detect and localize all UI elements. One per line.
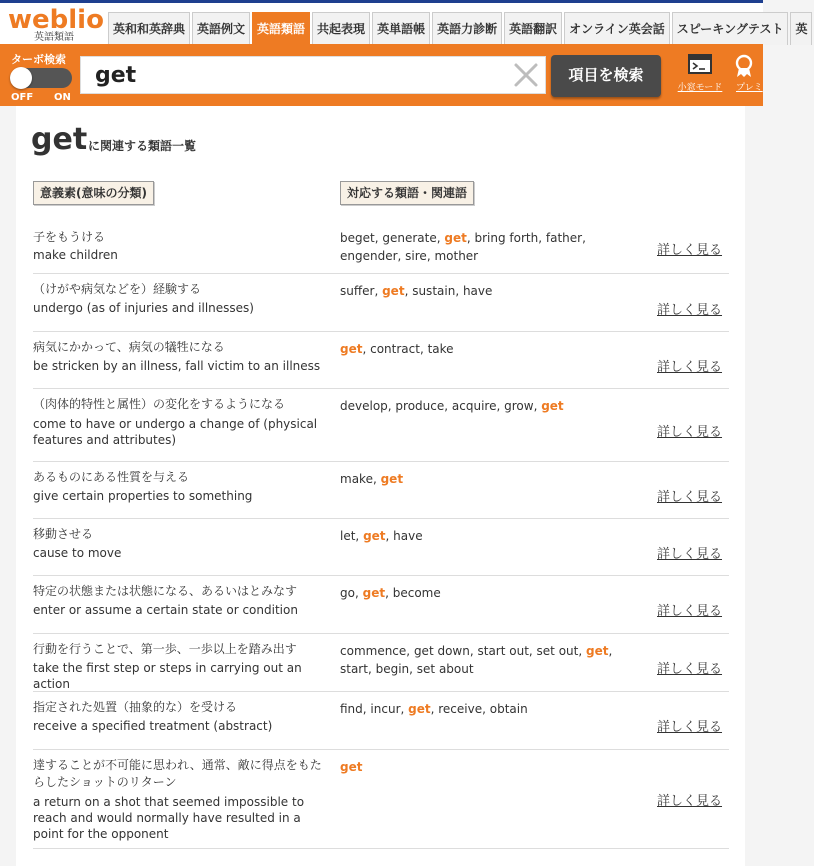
synonym-word[interactable]: obtain [489,702,528,716]
meaning-japanese: 行動を行うことで、第一歩、一歩以上を踏み出す [33,642,297,656]
synonym-word[interactable]: get [382,284,405,298]
see-details-link[interactable]: 詳しく見る [657,360,723,375]
synonym-list: go, get, become [340,586,441,600]
synonym-word[interactable]: begin [375,662,410,676]
see-details-link[interactable]: 詳しく見る [657,243,723,258]
see-details-link[interactable]: 詳しく見る [657,490,723,505]
meaning-japanese: 移動させる [33,527,94,541]
meaning-english: take the first step or steps in carrying out an action [33,661,302,691]
toggle-knob [10,67,32,89]
synonym-row [33,223,729,274]
small-window-label: 小窓モード [677,83,723,93]
tab-6[interactable]: 英語翻訳 [504,12,562,45]
meaning-japanese: 子をもうける [33,230,106,244]
synonym-word[interactable]: commence [340,644,407,658]
meaning-english: receive a specified treatment (abstract) [33,719,273,733]
see-details-link[interactable]: 詳しく見る [657,425,723,440]
see-details-link[interactable]: 詳しく見る [657,794,723,809]
synonym-word[interactable]: get [362,586,386,600]
site-header [0,3,808,44]
synonym-list: suffer, get, sustain, have [340,284,493,298]
synonym-word[interactable]: get [408,702,431,716]
meaning-japanese: 病気にかかって、病気の犠牲になる [33,340,225,354]
synonym-word[interactable]: beget [340,231,375,245]
synonym-word[interactable]: get [380,472,404,486]
see-details-link[interactable]: 詳しく見る [657,604,723,619]
meaning-english: come to have or undergo a change of (physical features and attributes) [33,417,318,447]
meaning-english: be stricken by an illness, fall victim to an illness [33,359,321,373]
synonym-word[interactable]: get [340,342,363,356]
toggle-on-label: ON [54,92,71,103]
meaning-english: a return on a shot that seemed impossible to reach and would normally have resulted in a point for the opponent [33,795,305,841]
column-header-meaning: 意義素(意味の分類) [33,181,154,205]
synonym-row [33,462,729,519]
synonym-word[interactable]: make [340,472,373,486]
logo-subtitle: 英語類語 [34,32,74,43]
meaning-english: cause to move [33,546,122,560]
synonym-word[interactable]: father [545,231,583,245]
synonym-word[interactable]: take [427,342,454,356]
turbo-search-label: ターボ検索 [11,53,66,66]
see-details-link[interactable]: 詳しく見る [657,720,723,735]
turbo-search-toggle[interactable] [10,68,72,88]
see-details-link[interactable]: 詳しく見る [657,662,723,677]
synonym-word[interactable]: get down [413,644,470,658]
synonym-row [33,332,729,389]
synonym-list: commence, get down, start out, set out, get, start, begin, set about [340,644,613,676]
synonym-word[interactable]: grow [504,399,534,413]
page-title-suffix: に関連する類語一覧 [88,139,197,153]
synonym-word[interactable]: receive [438,702,483,716]
premium-link[interactable] [732,54,772,94]
meaning-japanese: あるものにある性質を与える [33,470,190,484]
synonym-word[interactable]: get [541,399,564,413]
see-details-link[interactable]: 詳しく見る [657,303,723,318]
synonym-list: find, incur, get, receive, obtain [340,702,528,716]
synonym-word[interactable]: let [340,529,356,543]
synonym-word[interactable]: become [392,586,441,600]
synonym-word[interactable]: get [363,529,386,543]
synonym-row [33,519,729,576]
synonym-word[interactable]: mother [434,249,479,263]
meaning-japanese: （肉体的特性と属性）の変化をするようになる [33,397,286,411]
meaning-japanese: （けがや病気などを）経験する [33,282,202,296]
synonym-row [33,274,729,332]
synonym-word[interactable]: sire [405,249,427,263]
search-button[interactable]: 項目を検索 [551,55,661,97]
meaning-japanese: 達することが不可能に思われ、通常、敵に得点をもたらしたショットのリターン [33,758,322,789]
premium-badge-icon [732,54,756,78]
synonym-row [33,576,729,634]
synonym-word[interactable]: incur [370,702,401,716]
synonym-list: get, contract, take [340,342,454,356]
synonym-list: let, get, have [340,529,423,543]
synonym-word[interactable]: have [393,529,423,543]
synonym-word[interactable]: contract [370,342,420,356]
synonym-table [33,223,729,849]
tab-0[interactable]: 英和和英辞典 [108,12,190,45]
small-window-icon [688,54,712,76]
tab-4[interactable]: 英単語帳 [372,12,430,45]
synonym-word[interactable]: bring forth [474,231,539,245]
tab-7[interactable]: オンライン英会話 [564,12,670,45]
synonym-word[interactable]: start [340,662,368,676]
synonym-row [33,692,729,750]
synonym-word[interactable]: get [444,231,467,245]
synonym-word[interactable]: go [340,586,355,600]
search-bar [0,44,763,106]
tab-5[interactable]: 英語力診断 [432,12,502,45]
synonym-list [340,758,640,776]
logo-text: weblio [8,5,104,35]
meaning-english: undergo (as of injuries and illnesses) [33,301,254,315]
synonym-word[interactable]: set about [416,662,474,676]
meaning-japanese: 指定された処置（抽象的な）を受ける [33,700,238,714]
column-header-synonyms: 対応する類語・関連語 [340,181,474,205]
results-card [16,106,745,866]
search-input[interactable] [80,56,546,94]
page-title-word: get [31,122,88,157]
synonym-word[interactable]: start out [477,644,529,658]
weblio-logo[interactable] [8,5,108,43]
synonym-row [33,389,729,462]
synonym-word[interactable]: develop [340,399,388,413]
tab-2[interactable]: 英語類語 [252,12,310,45]
small-window-mode-link[interactable] [676,54,724,94]
synonym-word[interactable]: acquire [451,399,497,413]
meaning-japanese: 特定の状態または状態になる、あるいはとみなす [33,584,298,598]
tab-8[interactable]: スピーキングテスト [672,12,789,45]
toggle-off-label: OFF [11,92,34,103]
clear-icon[interactable] [512,61,540,89]
synonym-row [33,750,729,849]
synonym-row [33,634,729,692]
synonym-word[interactable]: have [462,284,493,298]
synonym-word[interactable]: produce [395,399,445,413]
synonym-word[interactable]: generate [382,231,437,245]
synonym-word[interactable]: suffer [340,284,375,298]
synonym-list: beget, generate, get, bring forth, father, engender, sire, mother [340,231,586,263]
meaning-english: make children [33,248,118,262]
synonym-word[interactable]: sustain [412,284,456,298]
synonym-word[interactable]: get [586,644,609,658]
synonym-word[interactable]: find [340,702,363,716]
tab-3[interactable]: 共起表現 [312,12,370,45]
synonym-word[interactable]: engender [340,249,398,263]
see-details-link[interactable]: 詳しく見る [657,547,723,562]
synonym-word[interactable]: set out [536,644,579,658]
premium-label: プレミ [736,83,763,93]
synonym-list: make, get [340,472,404,486]
meaning-english: enter or assume a certain state or condition [33,603,298,617]
tab-1[interactable]: 英語例文 [192,12,250,45]
service-tabs [108,12,814,46]
synonym-word[interactable]: get [340,760,363,774]
synonym-list: develop, produce, acquire, grow, get [340,399,564,413]
meaning-english: give certain properties to something [33,489,253,503]
tab-9[interactable]: 英 [790,12,812,45]
